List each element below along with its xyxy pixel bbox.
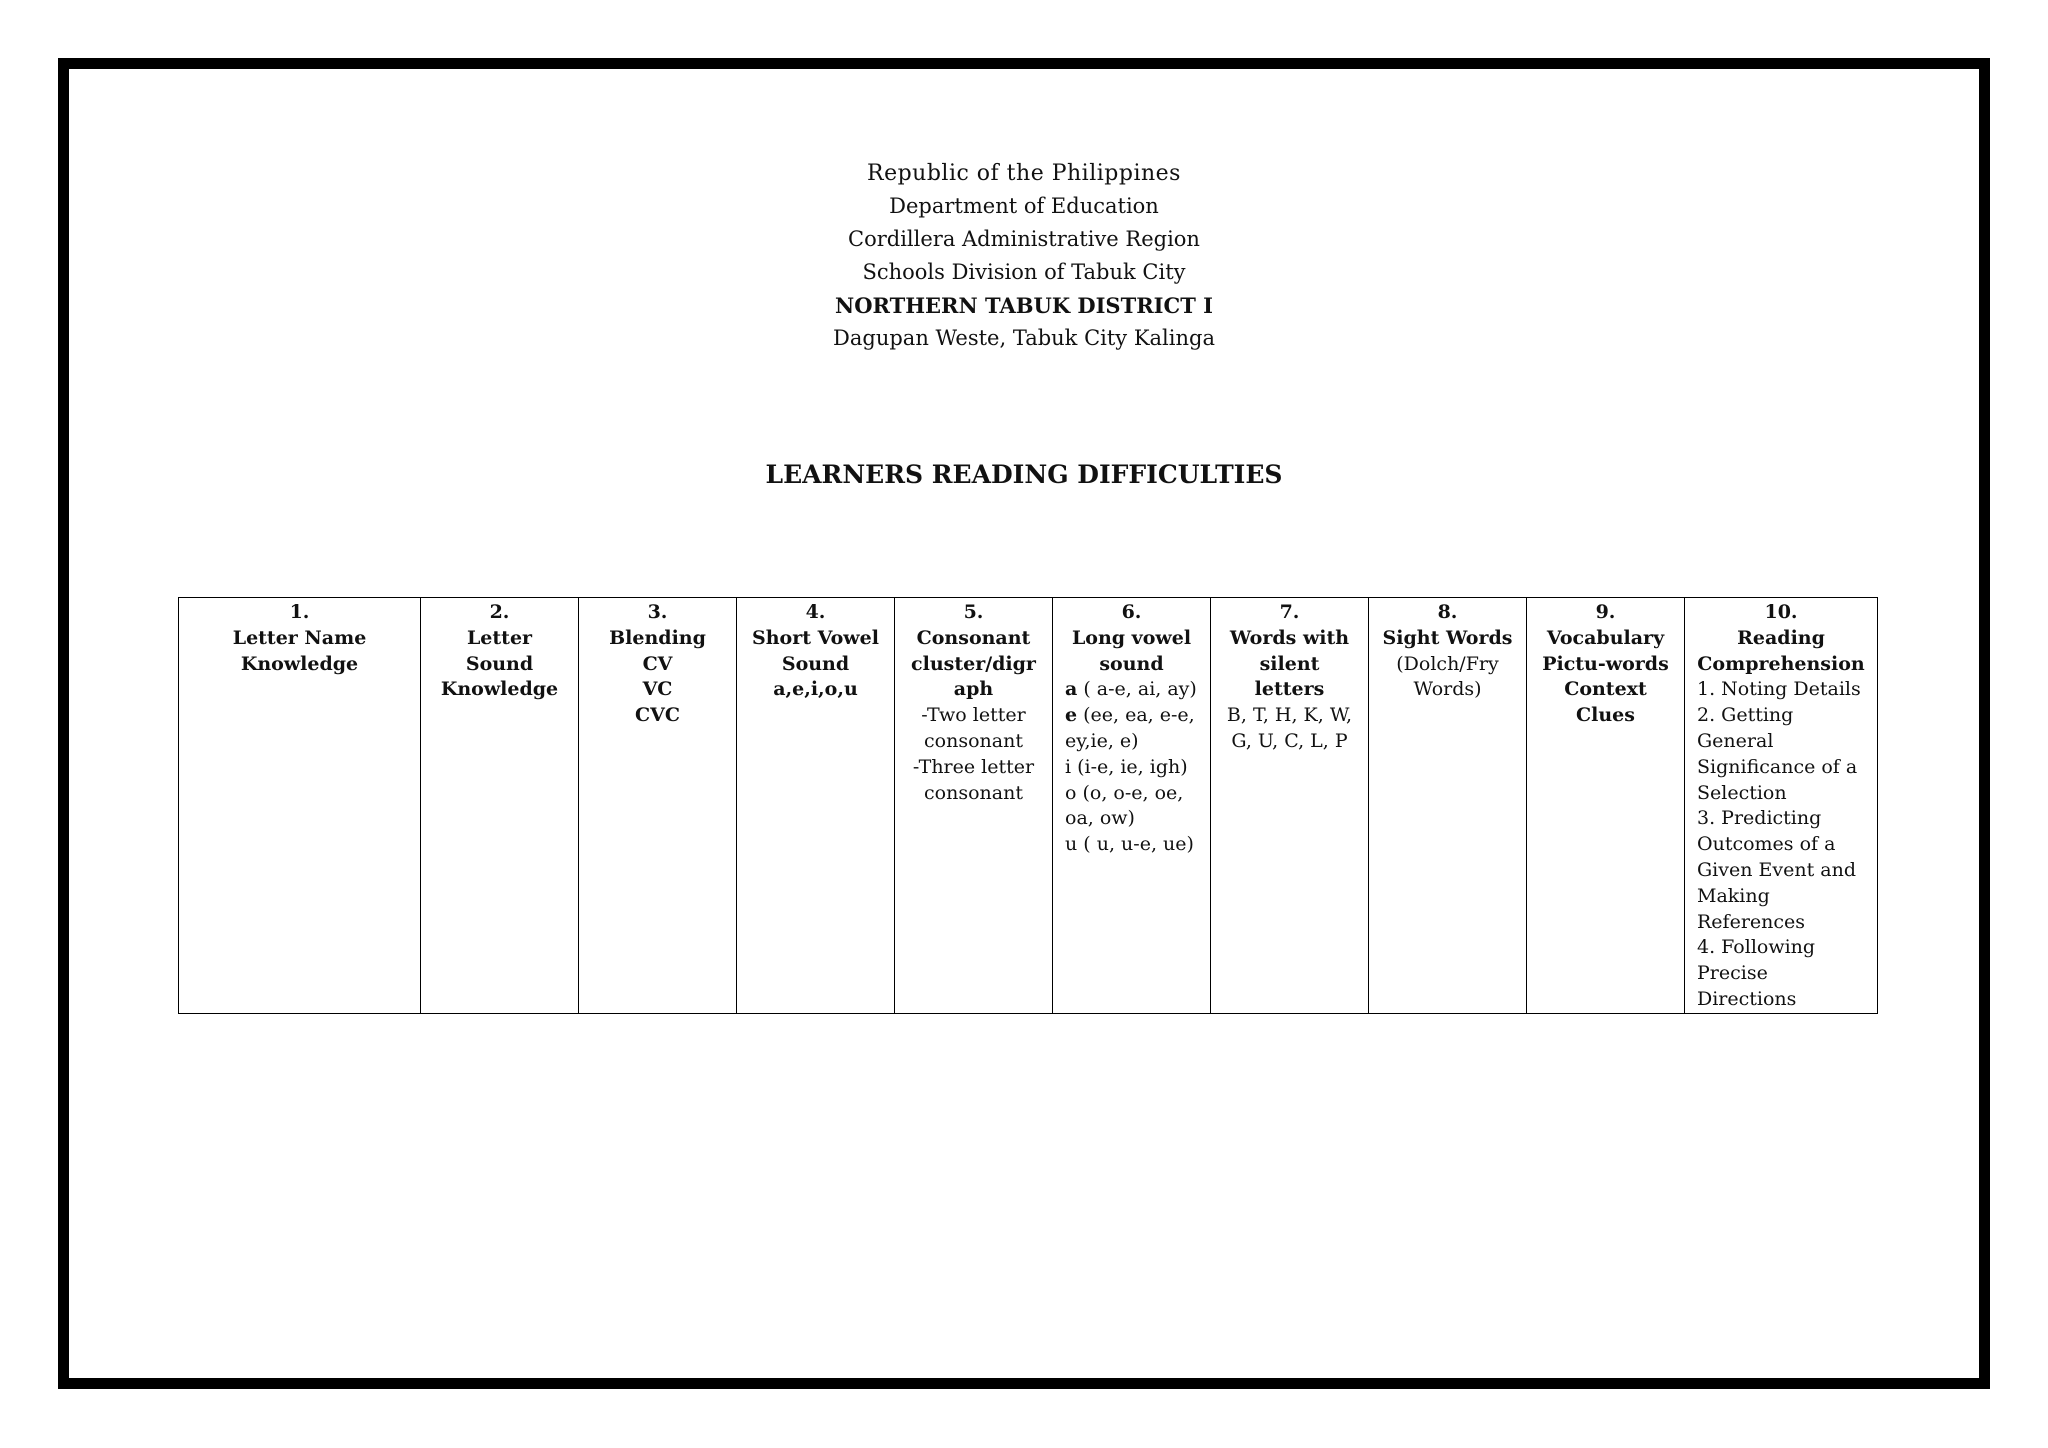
vowel-patterns: oa, ow) (1065, 807, 1135, 830)
column-heading-line: Clues (1576, 704, 1635, 727)
table-cell-letter-name (179, 598, 421, 1014)
column-body-line: consonant (924, 781, 1023, 804)
column-body-line: Selection (1697, 781, 1787, 804)
column-heading-line: a,e,i,o,u (773, 678, 858, 701)
column-heading-line: Knowledge (240, 652, 359, 675)
column-body-line (1065, 832, 1198, 858)
vowel-patterns: (ee, ea, e-e, (1077, 704, 1195, 727)
table-cell-letter-sound (421, 598, 579, 1014)
vowel-patterns: (o, o-e, oe, (1076, 781, 1184, 804)
table-cell-sight-words (1369, 598, 1527, 1014)
column-body-line (1065, 781, 1198, 807)
column-body-line (1065, 729, 1198, 755)
letterhead-address: Dagupan Weste, Tabuk City Kalinga (833, 326, 1215, 350)
column-number: 7. (1279, 601, 1300, 623)
column-body-line (1065, 677, 1198, 703)
column-body-line: References (1697, 910, 1806, 933)
vowel-letter: u (1065, 833, 1078, 856)
table-cell-vocabulary (1527, 598, 1685, 1014)
column-heading-line: Vocabulary (1546, 626, 1665, 649)
column-heading-line: Context (1564, 678, 1647, 701)
column-heading-line: CV (642, 652, 673, 675)
column-body-line: G, U, C, L, P (1231, 729, 1348, 752)
column-heading-line: Short Vowel (752, 626, 879, 649)
column-body-line: Directions (1697, 987, 1797, 1010)
vowel-letter: o (1065, 781, 1077, 804)
column-heading-line: Letter (466, 626, 533, 649)
column-number: 6. (1121, 601, 1142, 623)
column-body-line: (Dolch/Fry (1396, 652, 1499, 675)
column-number: 8. (1437, 601, 1458, 623)
letterhead-division: Schools Division of Tabuk City (862, 260, 1186, 284)
column-heading-line: Consonant (916, 626, 1031, 649)
column-heading-line: Blending (609, 626, 706, 649)
column-heading-line: Reading (1737, 626, 1825, 649)
column-body-line (1065, 806, 1198, 832)
column-body-line: General (1697, 729, 1774, 752)
column-number: 3. (647, 601, 668, 623)
column-heading-line: Sight Words (1382, 626, 1513, 649)
vowel-patterns: ey,ie, e) (1065, 729, 1139, 752)
column-body-line: consonant (924, 729, 1023, 752)
column-number: 9. (1595, 601, 1616, 623)
letterhead-district: NORTHERN TABUK DISTRICT I (835, 293, 1213, 318)
table-row (179, 598, 1878, 1014)
column-body-line: 3. Predicting (1697, 807, 1822, 830)
column-heading-line: CVC (635, 704, 680, 727)
vowel-patterns: ( a-e, ai, ay) (1077, 678, 1197, 701)
vowel-patterns: (i-e, ie, igh) (1071, 755, 1188, 778)
column-body-line: Making (1697, 884, 1770, 907)
column-body-line: Precise (1697, 962, 1768, 985)
table-cell-blending (579, 598, 737, 1014)
document-title: LEARNERS READING DIFFICULTIES (765, 460, 1283, 489)
column-heading-line: Sound (781, 652, 850, 675)
table-cell-long-vowel (1053, 598, 1211, 1014)
vowel-letter: i (1065, 755, 1072, 778)
column-body-line: 4. Following (1697, 936, 1816, 959)
column-heading-line: Pictu-words (1542, 652, 1669, 675)
reading-difficulties-table (178, 597, 1878, 1014)
column-body-line: Significance of a (1697, 755, 1858, 778)
column-number: 2. (489, 601, 510, 623)
vowel-letter: a (1065, 678, 1078, 701)
column-number: 10. (1764, 601, 1798, 623)
column-heading-line: Sound (465, 652, 534, 675)
vowel-patterns: ( u, u-e, ue) (1077, 833, 1194, 856)
column-body-line: 1. Noting Details (1697, 678, 1861, 701)
column-heading-line: Knowledge (440, 678, 559, 701)
column-heading-line: aph (953, 678, 994, 701)
table-cell-silent-letters (1211, 598, 1369, 1014)
column-body-line (1065, 755, 1198, 781)
column-heading-line: cluster/digr (911, 652, 1036, 675)
column-body-line: Outcomes of a (1697, 833, 1836, 856)
column-body-line: B, T, H, K, W, (1226, 704, 1353, 727)
column-heading-line: Long vowel (1071, 626, 1192, 649)
column-body-line (1065, 703, 1198, 729)
column-body-line: 2. Getting (1697, 704, 1794, 727)
column-number: 4. (805, 601, 826, 623)
column-heading-line: sound (1099, 652, 1164, 675)
letterhead (0, 157, 2048, 355)
column-body-line: -Two letter (921, 704, 1026, 727)
column-body-line: -Three letter (912, 755, 1035, 778)
vowel-letter: e (1065, 704, 1078, 727)
column-number: 5. (963, 601, 984, 623)
letterhead-department: Department of Education (889, 194, 1159, 218)
column-heading-line: Words with (1229, 626, 1350, 649)
column-heading-line: Comprehension (1697, 652, 1865, 675)
letterhead-region: Cordillera Administrative Region (848, 227, 1200, 251)
column-heading-line: silent letters (1254, 652, 1325, 701)
column-body-line: Given Event and (1697, 858, 1856, 881)
table-cell-short-vowel (737, 598, 895, 1014)
table-cell-reading-comprehension (1685, 598, 1878, 1014)
letterhead-republic: Republic of the Philippines (867, 161, 1181, 186)
table-cell-consonant-cluster (895, 598, 1053, 1014)
column-number: 1. (289, 601, 310, 623)
column-body-line: Words) (1413, 678, 1482, 701)
column-heading-line: VC (642, 678, 673, 701)
column-heading-line: Letter Name (232, 626, 367, 649)
